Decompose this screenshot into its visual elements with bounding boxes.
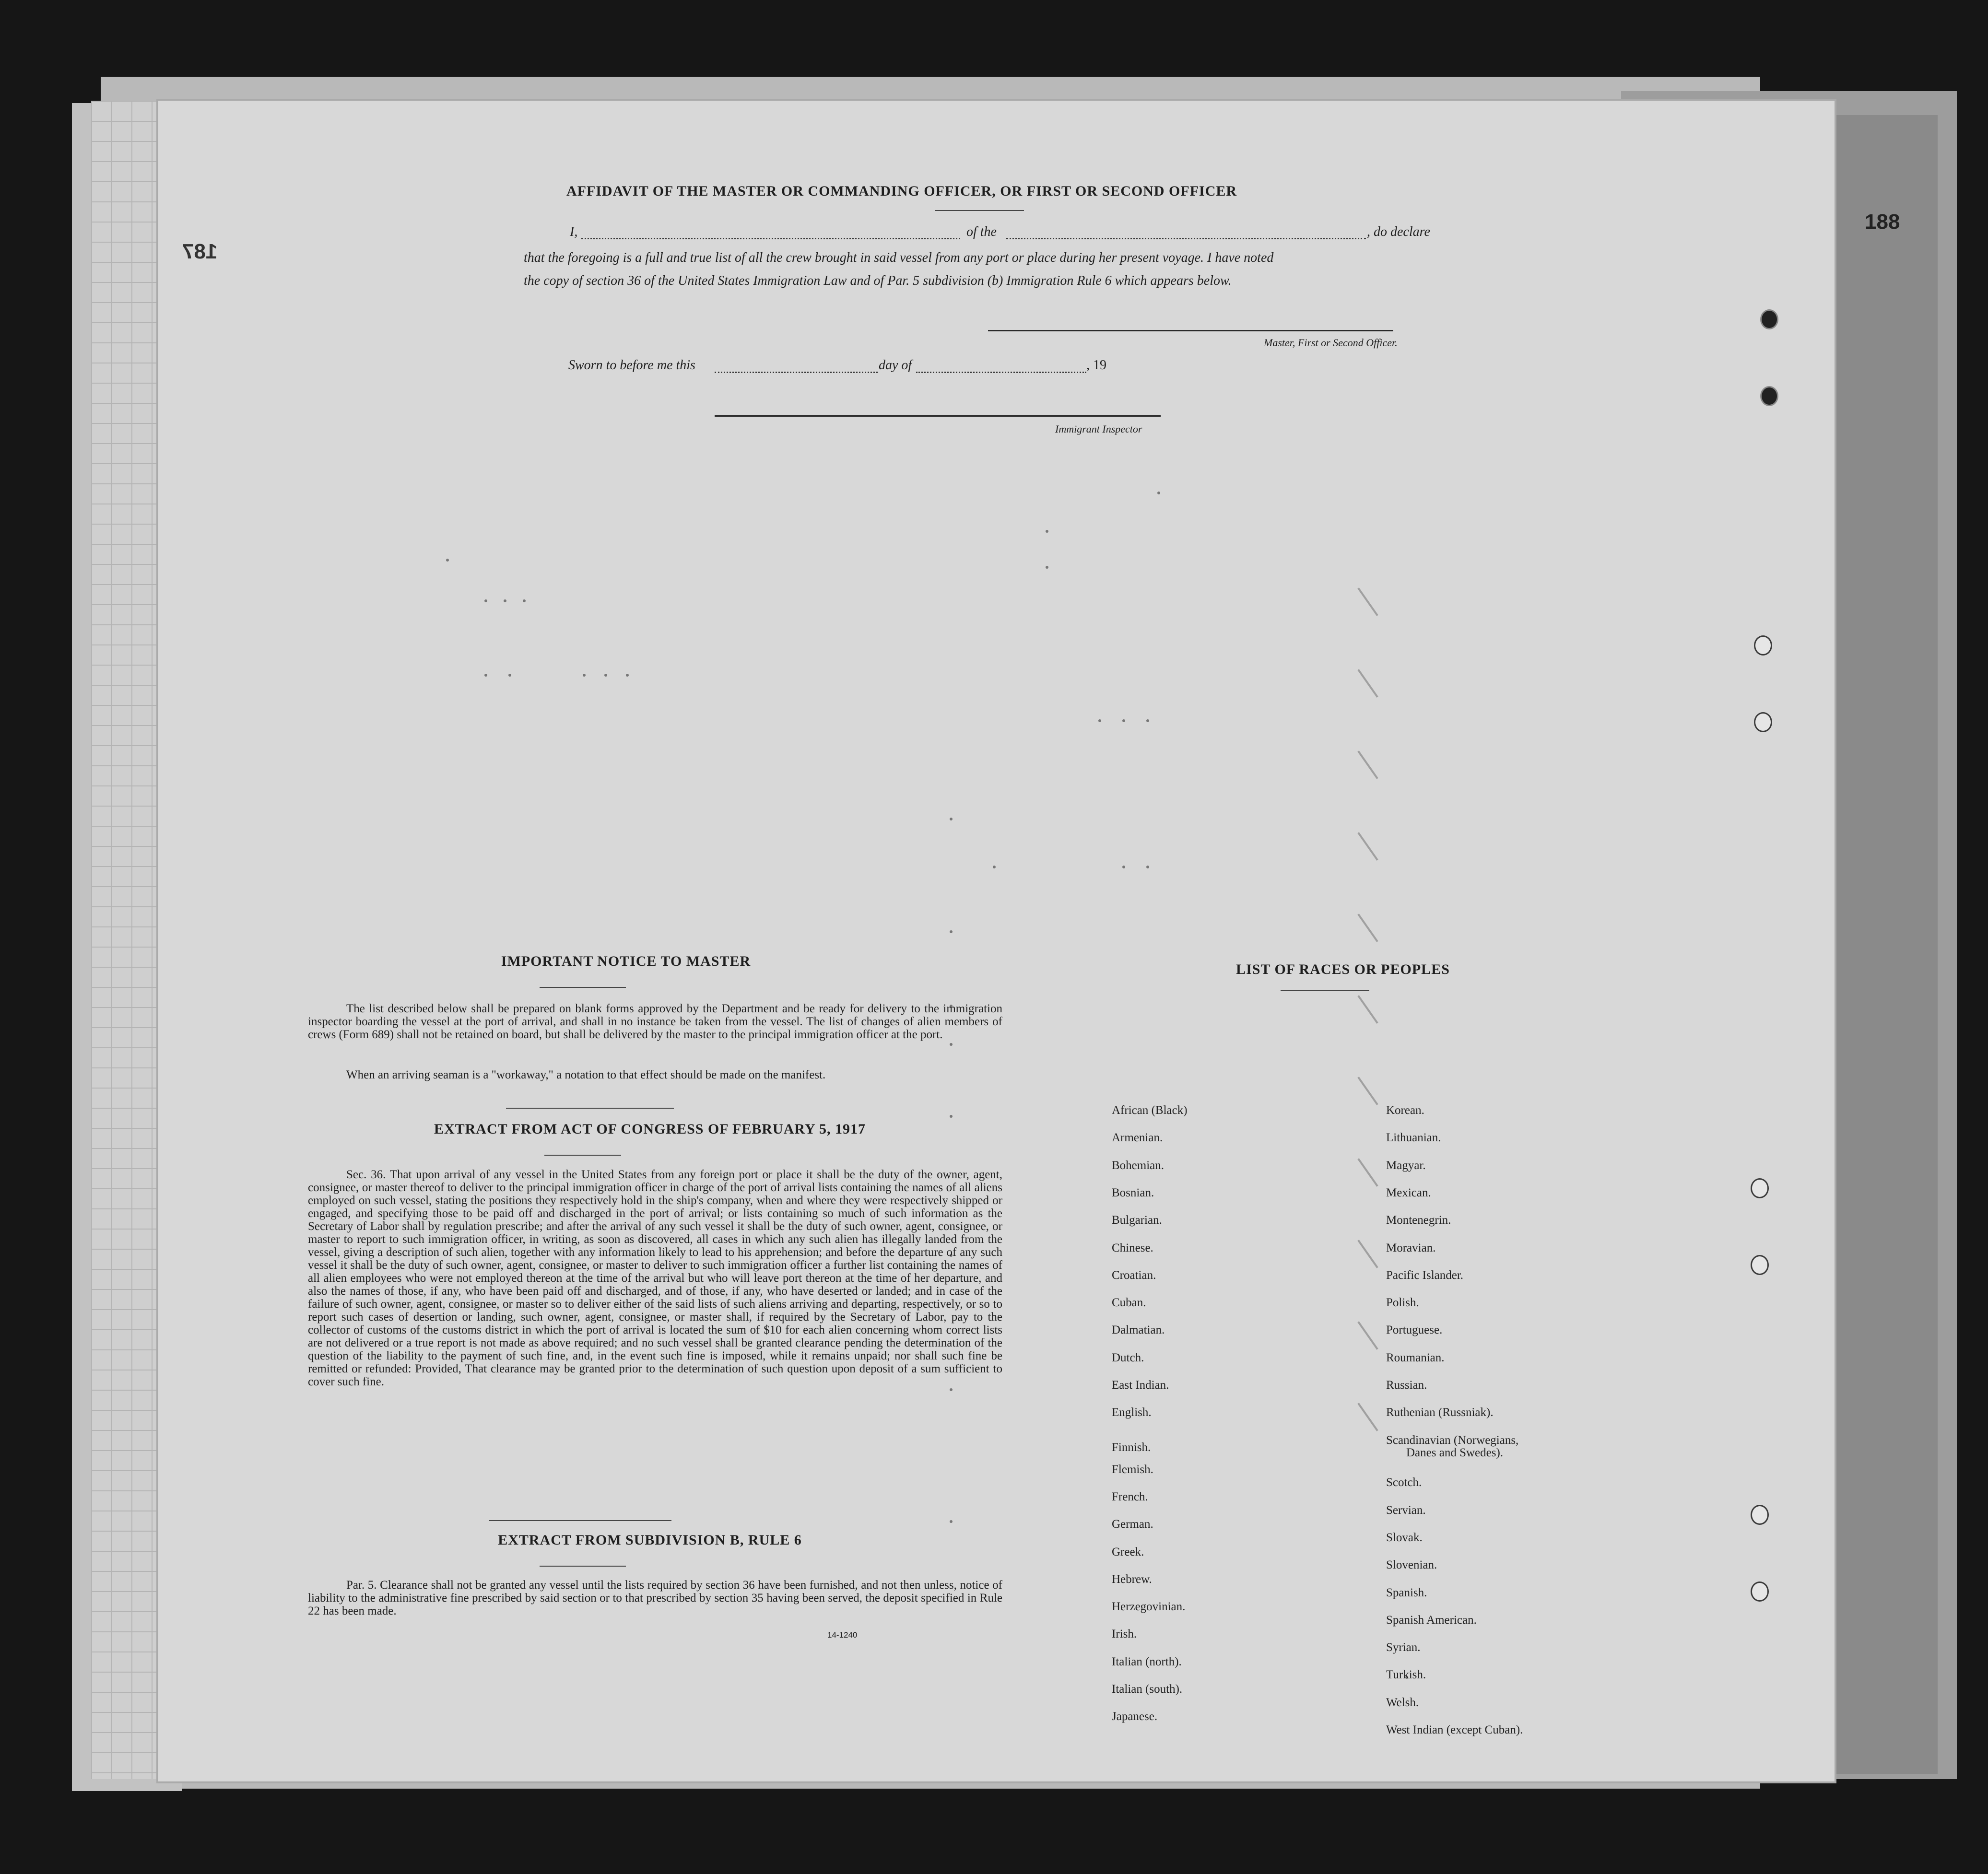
race-item: Croatian. xyxy=(1112,1268,1156,1282)
race-item: Finnish. xyxy=(1112,1441,1151,1454)
signature-line[interactable] xyxy=(988,330,1393,331)
race-item: East Indian. xyxy=(1112,1379,1169,1392)
race-item: Greek. xyxy=(1112,1545,1144,1558)
ghost-slash xyxy=(1357,587,1378,616)
ghost-mark xyxy=(1098,719,1101,722)
ghost-mark xyxy=(626,674,629,677)
race-item: Spanish. xyxy=(1386,1586,1427,1599)
race-item: Bulgarian. xyxy=(1112,1214,1162,1227)
ghost-slash xyxy=(1357,1077,1378,1105)
race-item: Italian (south). xyxy=(1112,1683,1183,1696)
divider-rule xyxy=(506,1108,674,1109)
race-item: Slovenian. xyxy=(1386,1558,1437,1572)
race-item: Magyar. xyxy=(1386,1159,1426,1172)
race-item: German. xyxy=(1112,1518,1153,1531)
affidavit-of-the-label: of the xyxy=(966,224,997,239)
ghost-slash xyxy=(1357,750,1378,779)
ghost-mark xyxy=(1122,866,1125,868)
ghost-slash xyxy=(1357,1240,1378,1268)
races-rule xyxy=(1281,990,1369,991)
race-item: Bosnian. xyxy=(1112,1186,1154,1199)
race-item: Chinese. xyxy=(1112,1241,1153,1254)
race-item: Cuban. xyxy=(1112,1296,1146,1310)
affidavit-line-2: that the foregoing is a full and true list of all the crew brought in said vessel from any port or place during her present voyage. I have noted xyxy=(524,250,1274,265)
notice-paragraph-2: When an arriving seaman is a "workaway," a notation to that effect should be made on the manifest. xyxy=(346,1068,826,1081)
ghost-mark xyxy=(508,674,511,677)
binder-hole xyxy=(1760,386,1778,406)
ghost-mark xyxy=(523,599,526,602)
race-item: Irish. xyxy=(1112,1628,1137,1641)
divider-rule-2 xyxy=(489,1520,671,1521)
race-item: Turkish. xyxy=(1386,1668,1426,1682)
race-item: Bohemian. xyxy=(1112,1159,1165,1172)
binder-hole xyxy=(1751,1581,1769,1602)
ghost-mark xyxy=(1146,719,1149,722)
binder-hole xyxy=(1754,635,1772,656)
race-item: English. xyxy=(1112,1406,1152,1419)
sworn-month-field[interactable] xyxy=(916,372,1086,373)
ghost-mark xyxy=(1046,566,1048,569)
race-item: Dalmatian. xyxy=(1112,1324,1165,1337)
ghost-slash xyxy=(1357,914,1378,942)
ghost-mark xyxy=(484,599,487,602)
race-item: Slovak. xyxy=(1386,1531,1423,1544)
ghost-mark xyxy=(504,599,506,602)
race-item: Moravian. xyxy=(1386,1241,1436,1254)
ghost-mark xyxy=(583,674,586,677)
extract-act-rule xyxy=(544,1155,621,1156)
ghost-slash xyxy=(1357,1403,1378,1431)
document-page xyxy=(158,101,1835,1781)
form-number: 14-1240 xyxy=(827,1630,858,1640)
ghost-mark xyxy=(950,1043,953,1046)
notice-paragraph-1: The list described below shall be prepared on blank forms approved by the Department and be ready for delivery to the immigration inspector boarding the vessel at the port of arrival, and shall in no instance be taken from the vessel. The list of changes of alien members of crews (Form 689) shall not be retained on board, but shall be delivered by the master to the principal immigration officer at the port. xyxy=(308,1002,1002,1041)
race-item: Dutch. xyxy=(1112,1351,1144,1364)
sworn-day-field[interactable] xyxy=(715,372,878,373)
race-item: Roumanian. xyxy=(1386,1351,1445,1364)
binder-hole xyxy=(1751,1505,1769,1525)
race-item: Portuguese. xyxy=(1386,1324,1443,1337)
ghost-slash xyxy=(1357,995,1378,1024)
race-item: Pacific Islander. xyxy=(1386,1268,1464,1282)
race-item: African (Black) xyxy=(1112,1104,1188,1117)
race-item: Korean. xyxy=(1386,1104,1424,1117)
affidavit-do-declare: , do declare xyxy=(1367,224,1430,239)
extract-rule-rule xyxy=(540,1566,626,1567)
day-of-label: day of xyxy=(879,358,912,373)
race-item: Flemish. xyxy=(1112,1463,1153,1476)
ghost-slash xyxy=(1357,1321,1378,1350)
race-item: Servian. xyxy=(1386,1503,1426,1517)
race-item: Syrian. xyxy=(1386,1641,1421,1654)
affidavit-line-3: the copy of section 36 of the United States Immigration Law and of Par. 5 subdivision (b) Immigration Rule 6 which appears below. xyxy=(524,273,1232,288)
name-field-line[interactable] xyxy=(581,238,960,239)
extract-act-title: EXTRACT FROM ACT OF CONGRESS OF FEBRUARY 5, 1917 xyxy=(434,1121,866,1137)
ghost-mark xyxy=(993,866,996,868)
ghost-mark xyxy=(1122,719,1125,722)
race-item: Lithuanian. xyxy=(1386,1131,1441,1145)
race-item: Scotch. xyxy=(1386,1476,1422,1489)
race-item: Armenian. xyxy=(1112,1131,1163,1145)
binder-hole xyxy=(1760,309,1778,329)
races-title: LIST OF RACES OR PEOPLES xyxy=(1236,961,1450,977)
ghost-mark xyxy=(446,559,449,562)
extract-rule-title: EXTRACT FROM SUBDIVISION B, RULE 6 xyxy=(498,1532,802,1548)
race-item: Welsh. xyxy=(1386,1696,1419,1709)
binder-hole xyxy=(1751,1178,1769,1198)
page-number: 188 xyxy=(1865,210,1900,234)
title-rule xyxy=(935,210,1024,211)
race-item: Ruthenian (Russniak). xyxy=(1386,1406,1494,1419)
ghost-slash xyxy=(1357,832,1378,861)
extract-rule-text: Par. 5. Clearance shall not be granted any vessel until the lists required by section 36 have been furnished, and not then unless, notice of liability to the administrative fine prescribed by said section or to that prescribed by section 35 having been served, the deposit specified in Rule 22 has been made. xyxy=(308,1579,1002,1617)
ghost-mark xyxy=(950,1115,953,1118)
ghost-mark xyxy=(1157,492,1160,494)
ghost-slash xyxy=(1357,1158,1378,1187)
ghost-mark xyxy=(1046,530,1048,533)
ghost-mark xyxy=(950,818,953,820)
race-item: West Indian (except Cuban). xyxy=(1386,1723,1523,1736)
ghost-mark xyxy=(950,930,953,933)
race-item: Japanese. xyxy=(1112,1710,1158,1723)
inspector-signature-line[interactable] xyxy=(715,415,1161,417)
race-item: Scandinavian (Norwegians, xyxy=(1386,1434,1519,1447)
year-label: , 19 xyxy=(1086,358,1106,373)
ghost-mark xyxy=(604,674,607,677)
race-item: Herzegovinian. xyxy=(1112,1600,1186,1614)
race-item: Hebrew. xyxy=(1112,1572,1152,1586)
race-item: Danes and Swedes). xyxy=(1406,1446,1504,1460)
ghost-mark xyxy=(950,1388,953,1391)
ghost-slash xyxy=(1357,669,1378,698)
inspector-caption: Immigrant Inspector xyxy=(1055,423,1142,435)
race-item: Montenegrin. xyxy=(1386,1214,1451,1227)
extract-act-text: Sec. 36. That upon arrival of any vessel in the United States from any foreign port or place it shall be the duty of the owner, agent, consignee, or master thereof to deliver to the principal immigration officer in charge of the port of arrival lists containing the names of all aliens employed on such vessel, stating the positions they respectively hold in the ship's company, when and where they were respectively shipped or engaged, and specifying those to be paid off and discharged in the port of arrival; or lists containing so much of such information as the Secretary of Labor shall by regulation prescribe; and after the arrival of any such vessel it shall be the duty of such owner, agent, consignee, or master to report to such immigration officer, in writing, as soon as discovered, all cases in which any such alien has illegally landed from the vessel, giving a description of such alien, together with any information likely to lead to his apprehension; and before the departure of any such vessel it shall be the duty of such owner, agent, consignee, or master to deliver to such immigration officer a further list containing the names of all alien employees who were not employed thereon at the time of the arrival but who will leave port thereon at the time of her departure, and also the names of those, if any, who have been paid off and discharged, and of those, if any, who have deserted or landed; and in case of the failure of such owner, agent, consignee, or master so to deliver either of the said lists of such aliens arriving and departing, respectively, or so to report such cases of desertion or landing, such owner, agent, consignee, or master shall, if required by the Secretary of Labor, pay to the collector of customs of the customs district in which the port of arrival is located the sum of $10 for each alien concerning whom correct lists are not delivered or a true report is not made as above required; and no such vessel shall be granted clearance pending the determination of the question of the liability to the payment of such fine, and, in the event such fine is imposed, while it remains unpaid; nor shall such fine be remitted or refunded: Provided, That clearance may be granted prior to the determination of such question upon deposit of a sum sufficient to cover such fine. xyxy=(308,1168,1002,1388)
ghost-mark xyxy=(1146,866,1149,868)
race-item: Mexican. xyxy=(1386,1186,1431,1199)
margin-number: 187 xyxy=(182,240,218,263)
race-item: French. xyxy=(1112,1490,1148,1503)
vessel-field-line[interactable] xyxy=(1006,238,1366,239)
ghost-mark xyxy=(484,674,487,677)
race-item: Russian. xyxy=(1386,1379,1427,1392)
affidavit-i-label: I, xyxy=(570,224,578,239)
race-item: Italian (north). xyxy=(1112,1655,1182,1668)
notice-title: IMPORTANT NOTICE TO MASTER xyxy=(501,953,751,969)
binder-hole xyxy=(1751,1255,1769,1275)
notice-rule xyxy=(540,987,626,988)
race-item: Polish. xyxy=(1386,1296,1419,1310)
signature-caption: Master, First or Second Officer. xyxy=(1264,337,1398,349)
ghost-mark xyxy=(950,1520,953,1523)
affidavit-title: AFFIDAVIT OF THE MASTER OR COMMANDING OFFICER, OR FIRST OR SECOND OFFICER xyxy=(566,183,1237,199)
grid-paper-edge xyxy=(91,101,168,1779)
sworn-label: Sworn to before me this xyxy=(568,358,695,373)
race-item: Spanish American. xyxy=(1386,1613,1477,1627)
binder-hole xyxy=(1754,712,1772,732)
